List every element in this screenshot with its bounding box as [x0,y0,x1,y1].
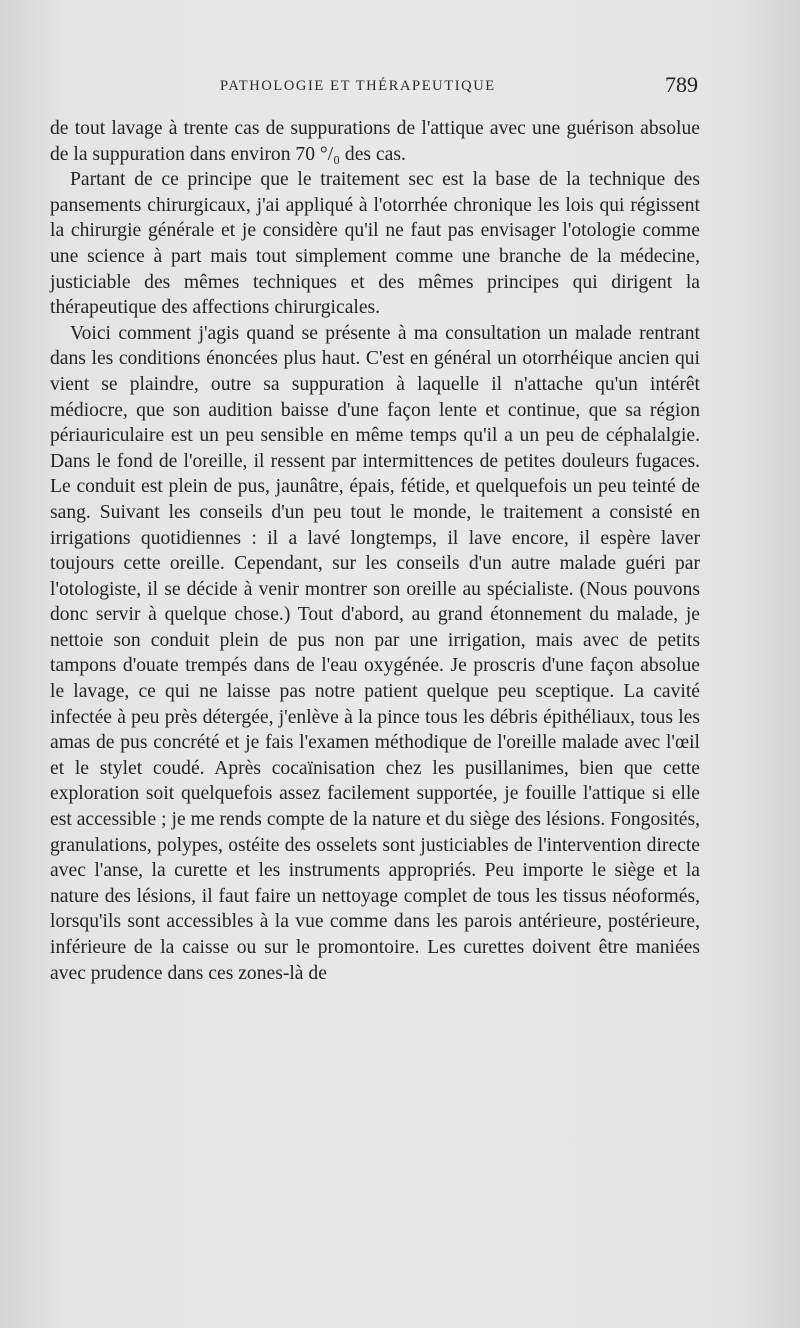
paragraph: Voici comment j'agis quand se présente à ma consultation un malade rentrant dans les conditions énoncées plus haut. C'est en général un otorrhéique ancien qui vient se plaindre, outre sa suppuration à laquelle il n'attache qu'un intérêt médiocre, que son audition baisse d'une façon lente et continue, que sa région périauriculaire est un peu sensible en même temps qu'il a un peu de céphalalgie. Dans le fond de l'oreille, il ressent par intermittences de petites douleurs fugaces. Le conduit est plein de pus, jaunâtre, épais, fétide, et quelquefois un peu teinté de sang. Suivant les conseils d'un peu tout le monde, le traitement a consisté en irrigations quotidiennes : il a lavé longtemps, il lave encore, il espère laver toujours cette oreille. Cependant, sur les conseils d'un autre malade guéri par l'otologiste, il se décide à venir montrer son oreille au spécialiste. (Nous pouvons donc servir à quelque chose.) Tout d'abord, au grand étonnement du malade, je nettoie son conduit plein de pus non par une irrigation, mais avec de petits tampons d'ouate trempés dans de l'eau oxygénée. Je proscris d'une façon absolue le lavage, ce qui ne laisse pas notre patient quelque peu sceptique. La cavité infectée à peu près détergée, j'enlève à la pince tous les débris épithéliaux, tous les amas de pus concrété et je fais l'examen méthodique de l'oreille malade avec l'œil et le stylet coudé. Après cocaïnisation chez les pusillanimes, bien que cette exploration soit quelquefois assez facilement supportée, je fouille l'attique si elle est accessible ; je me rends compte de la nature et du siège des lésions. Fongosités, granulations, polypes, ostéite des osselets sont justiciables de l'intervention directe avec l'anse, la curette et les instruments appropriés. Peu importe le siège et la nature des lésions, il faut faire un nettoyage complet de tous les tissus néoformés, lorsqu'ils sont accessibles à la vue comme dans les parois antérieure, postérieure, inférieure de la caisse ou sur le promontoire. Les curettes doivent être maniées avec prudence dans ces zones-là de [50,322,700,984]
paragraph: Partant de ce principe que le traitement sec est la base de la technique des pansements chirurgicaux, j'ai appliqué à l'otorrhée chronique les lois qui régissent la chirurgie générale et je considère qu'il ne faut pas envisager l'otologie comme une science à part mais tout simplement comme une branche de la médecine, justiciable des mêmes techniques et des mêmes principes qui dirigent la thérapeutique des affections chirurgicales. [50,169,700,319]
running-header [52,72,698,102]
page-number: 789 [665,72,698,97]
body-text [50,116,700,986]
paragraph-continued: de tout lavage à trente cas de suppurations de l'attique avec une guérison absolue de la suppuration dans environ 70 °/₀ des cas. [50,118,700,165]
running-title: PATHOLOGIE ET THÉRAPEUTIQUE [220,78,496,94]
